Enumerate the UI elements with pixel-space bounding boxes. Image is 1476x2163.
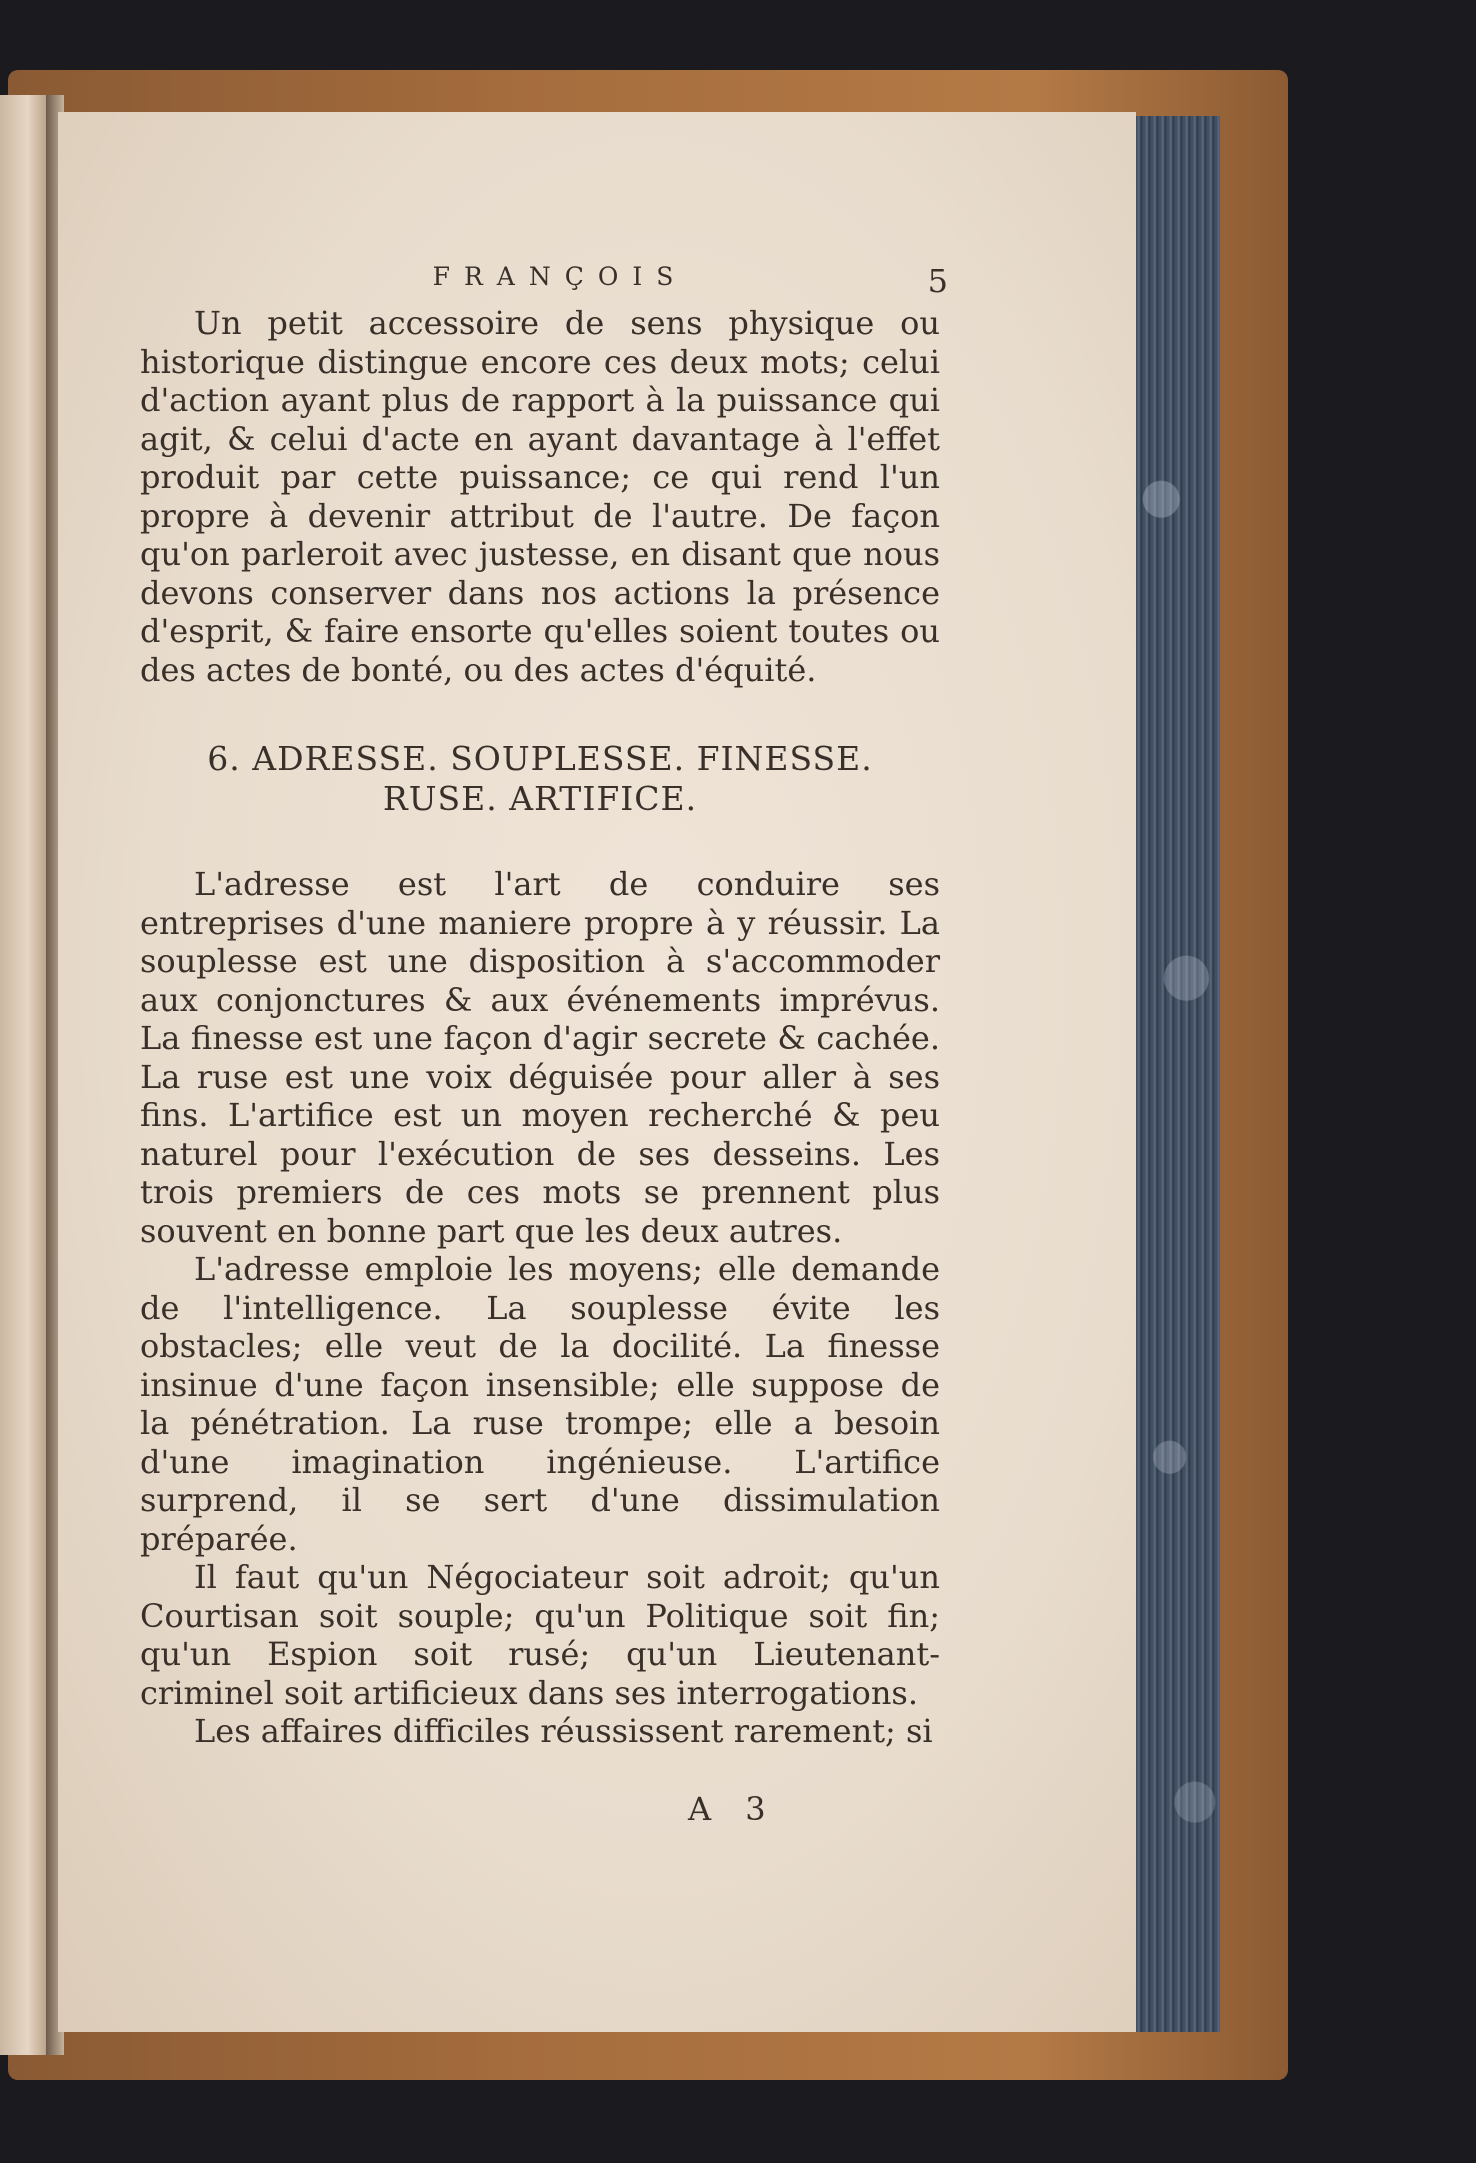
running-head-title: FRANÇOIS: [432, 262, 688, 291]
marbled-page-edges-pattern: [1136, 116, 1220, 2032]
facing-page-edge: [0, 95, 46, 2055]
running-head: [140, 262, 948, 304]
intro-paragraph: Un petit accessoire de sens physique ou historique distingue encore ces deux mots; celui d'action ayant plus de rapport à la puissance qui agit, & celui d'acte en ayant davantage à l'effet produit par cette puissance; ce qui rend l'un propre à devenir attribut de l'autre. De façon qu'on parleroit avec justesse, en disant que nous devons conserver dans nos actions la présence d'esprit, & faire ensorte qu'elles soient toutes ou des actes de bonté, ou des actes d'équité.: [140, 304, 940, 689]
body-paragraph-1: L'adresse est l'art de conduire ses entreprises d'une maniere propre à y réussir. La souplesse est une disposition à s'accommoder aux conjonctures & aux événements imprévus. La finesse est une façon d'agir secrete & cachée. La ruse est une voix déguisée pour aller à ses fins. L'artifice est un moyen recherché & peu naturel pour l'exécution de ses desseins. Les trois premiers de ces mots se prennent plus souvent en bonne part que les deux autres.: [140, 865, 940, 1250]
page-text-block: [140, 262, 948, 1751]
section-heading: [140, 739, 940, 819]
body-paragraph-3: Il faut qu'un Négociateur soit adroit; qu'un Courtisan soit souple; qu'un Politique soit fin; qu'un Espion soit rusé; qu'un Lieutenant-criminel soit artificieux dans ses interrogations.: [140, 1558, 940, 1712]
body-paragraph-2: L'adresse emploie les moyens; elle demande de l'intelligence. La souplesse évite les obstacles; elle veut de la docilité. La finesse insinue d'une façon insensible; elle suppose de la pénétration. La ruse trompe; elle a besoin d'une imagination ingénieuse. L'artifice surprend, il se sert d'une dissimulation préparée.: [140, 1250, 940, 1558]
body-paragraph-4: Les affaires difficiles réussissent rarement; si: [194, 1712, 933, 1750]
signature-mark: A 3: [688, 1790, 778, 1828]
page-number: 5: [927, 262, 948, 300]
section-heading-line-1: 6. ADRESSE. SOUPLESSE. FINESSE.: [207, 739, 873, 778]
section-heading-line-2: RUSE. ARTIFICE.: [382, 779, 698, 818]
